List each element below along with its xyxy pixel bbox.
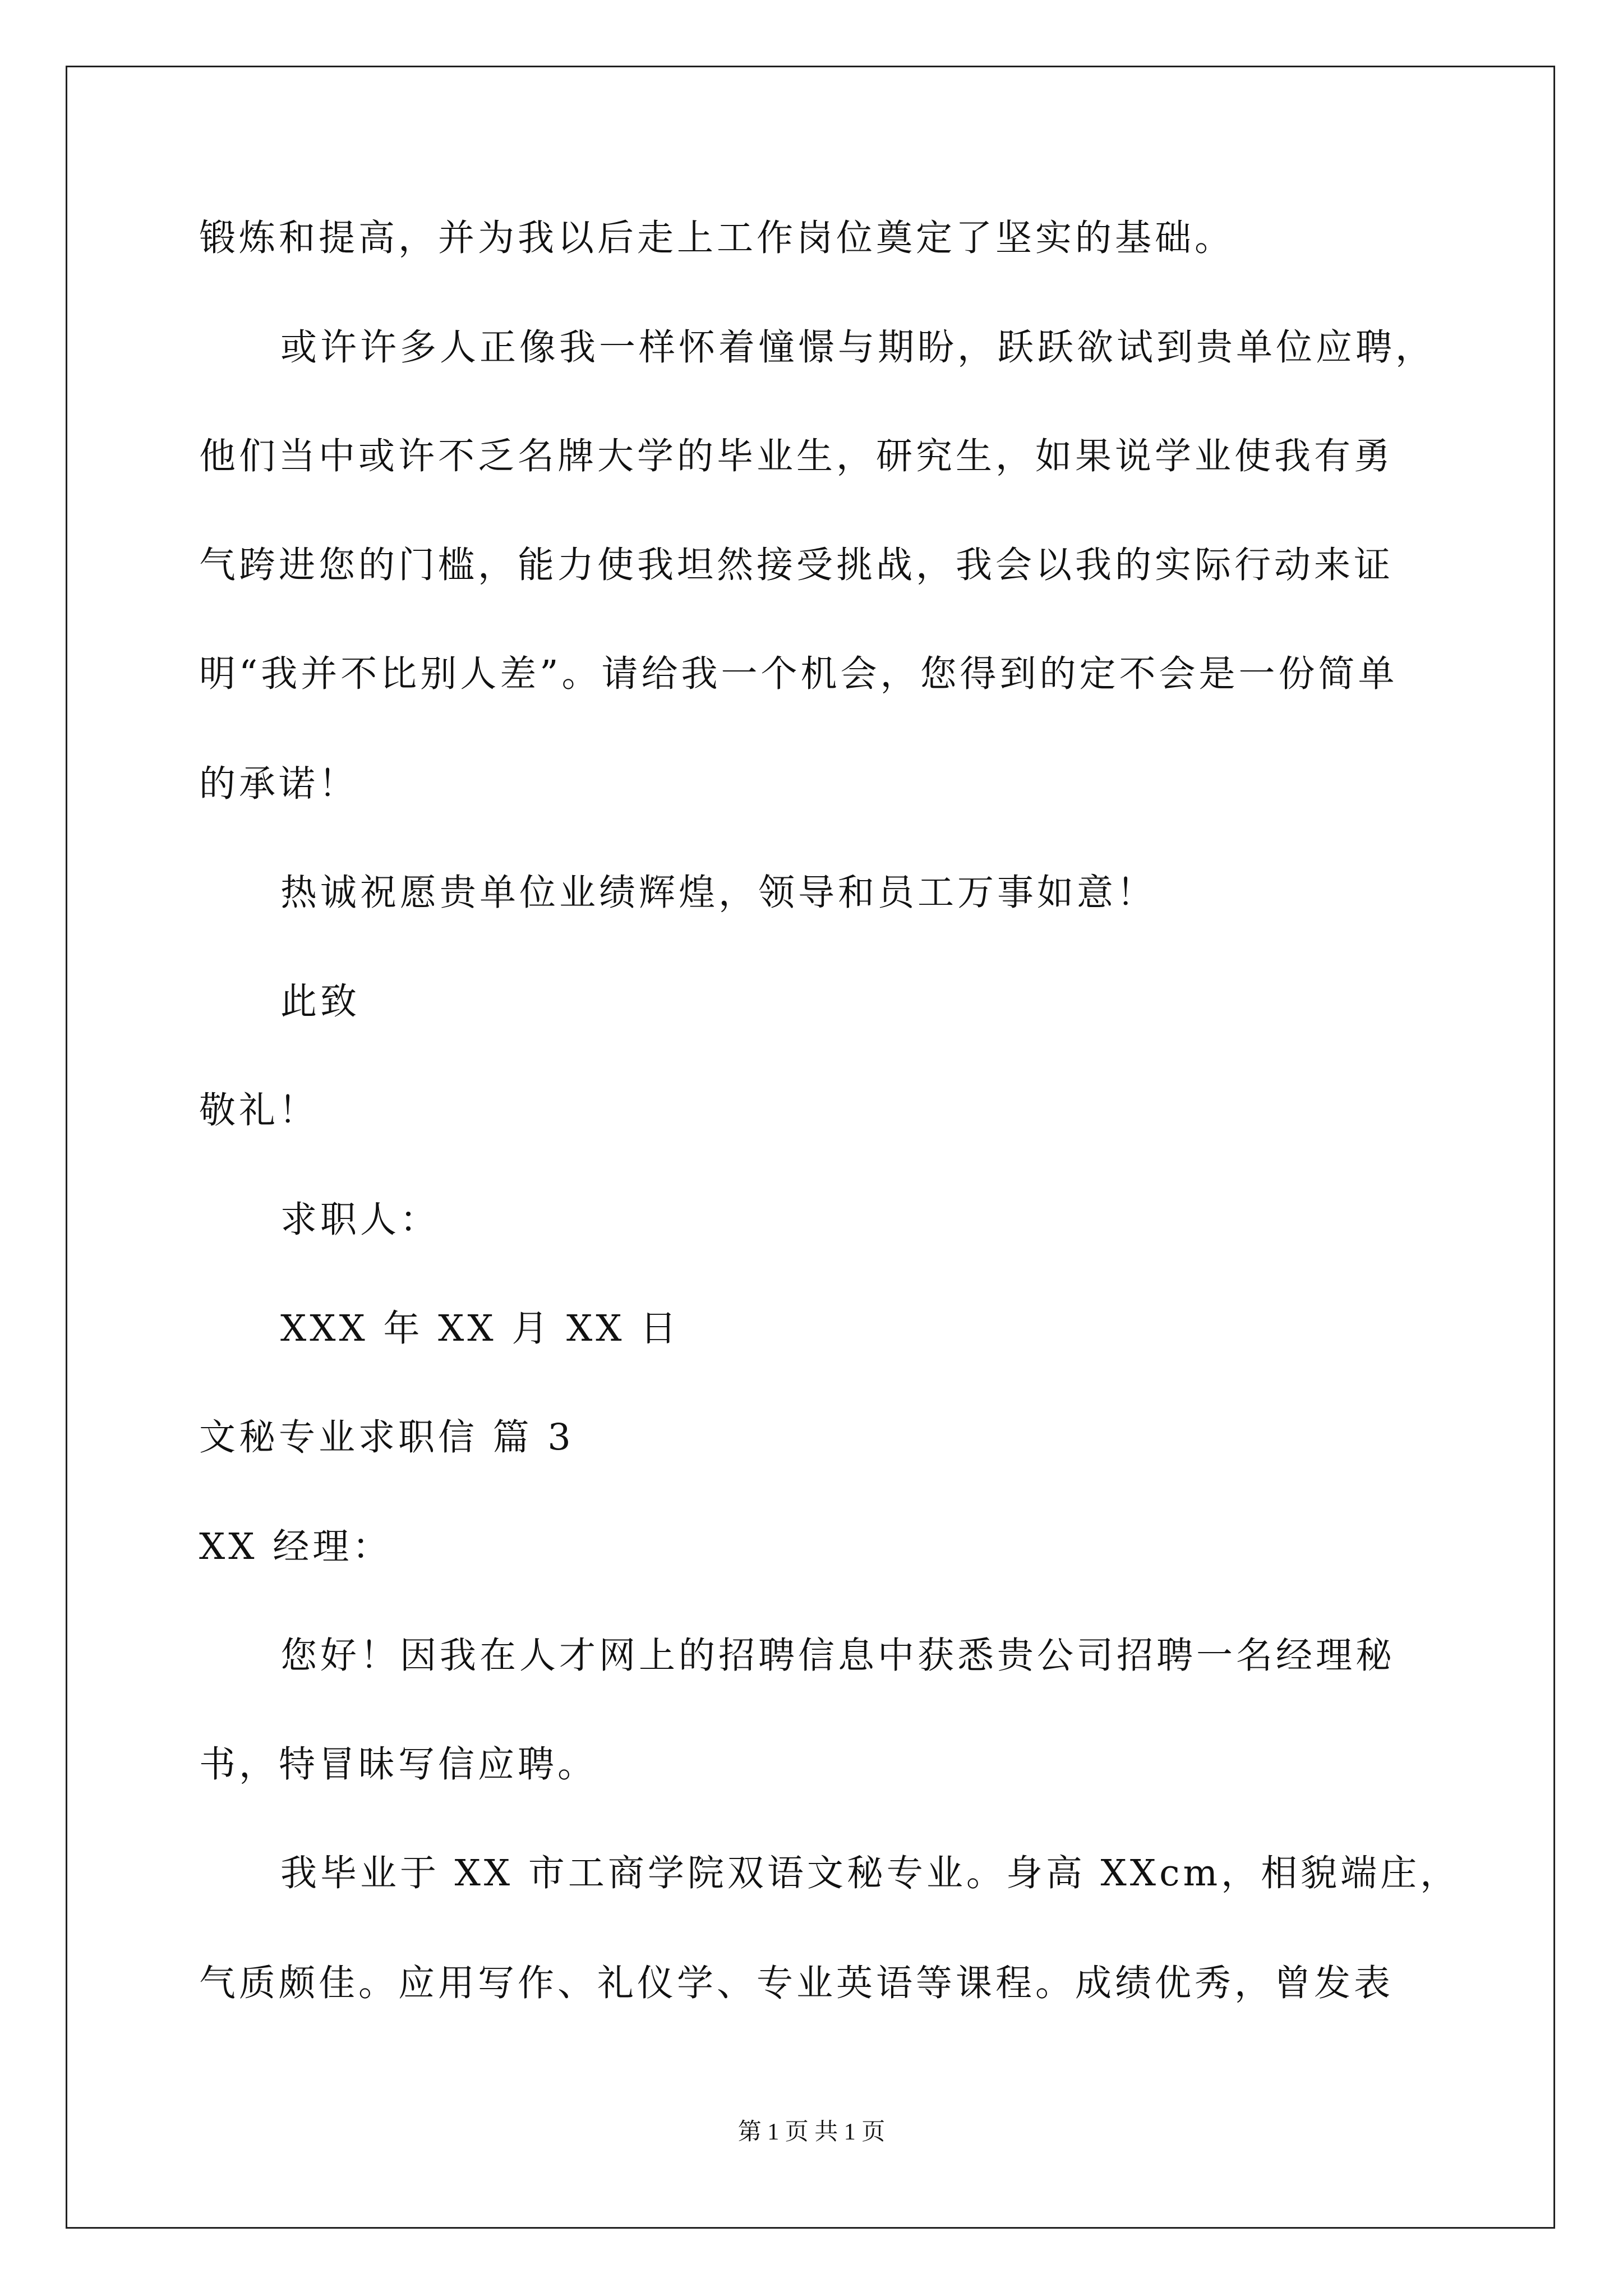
page-footer: 第 1 页 共 1 页 (737, 2119, 886, 2145)
closing-salutation: 此致 (280, 981, 361, 1023)
body-line: 热诚祝愿贵单位业绩辉煌，领导和员工万事如意！ (280, 872, 1157, 914)
body-line: 气质颇佳。应用写作、礼仪学、专业英语等课程。成绩优秀，曾发表 (199, 1962, 1394, 2004)
body-line: 的承诺！ (199, 763, 359, 805)
body-line: 您好！因我在人才网上的招聘信息中获悉贵公司招聘一名经理秘 (280, 1635, 1396, 1677)
page-border (66, 66, 1555, 2229)
date-line: XXX 年 XX 月 XX 日 (280, 1308, 680, 1350)
section-heading: 文秘专业求职信 篇 3 (199, 1416, 574, 1458)
body-line: 书，特冒昧写信应聘。 (199, 1743, 598, 1786)
recipient-line: XX 经理： (199, 1526, 393, 1568)
signature-label: 求职人： (280, 1199, 440, 1241)
body-line: 他们当中或许不乏名牌大学的毕业生，研究生，如果说学业使我有勇 (199, 435, 1394, 477)
body-line: 明“我并不比别人差”。请给我一个机会，您得到的定不会是一份简单 (199, 653, 1398, 695)
body-line: 气跨进您的门槛，能力使我坦然接受挑战，我会以我的实际行动来证 (199, 544, 1394, 586)
body-line: 锻炼和提高，并为我以后走上工作岗位奠定了坚实的基础。 (199, 217, 1235, 259)
closing-regards: 敬礼！ (199, 1089, 319, 1131)
body-line: 或许许多人正像我一样怀着憧憬与期盼，跃跃欲试到贵单位应聘， (280, 326, 1436, 369)
body-line: 我毕业于 XX 市工商学院双语文秘专业。身高 XXcm，相貌端庄， (280, 1852, 1460, 1894)
